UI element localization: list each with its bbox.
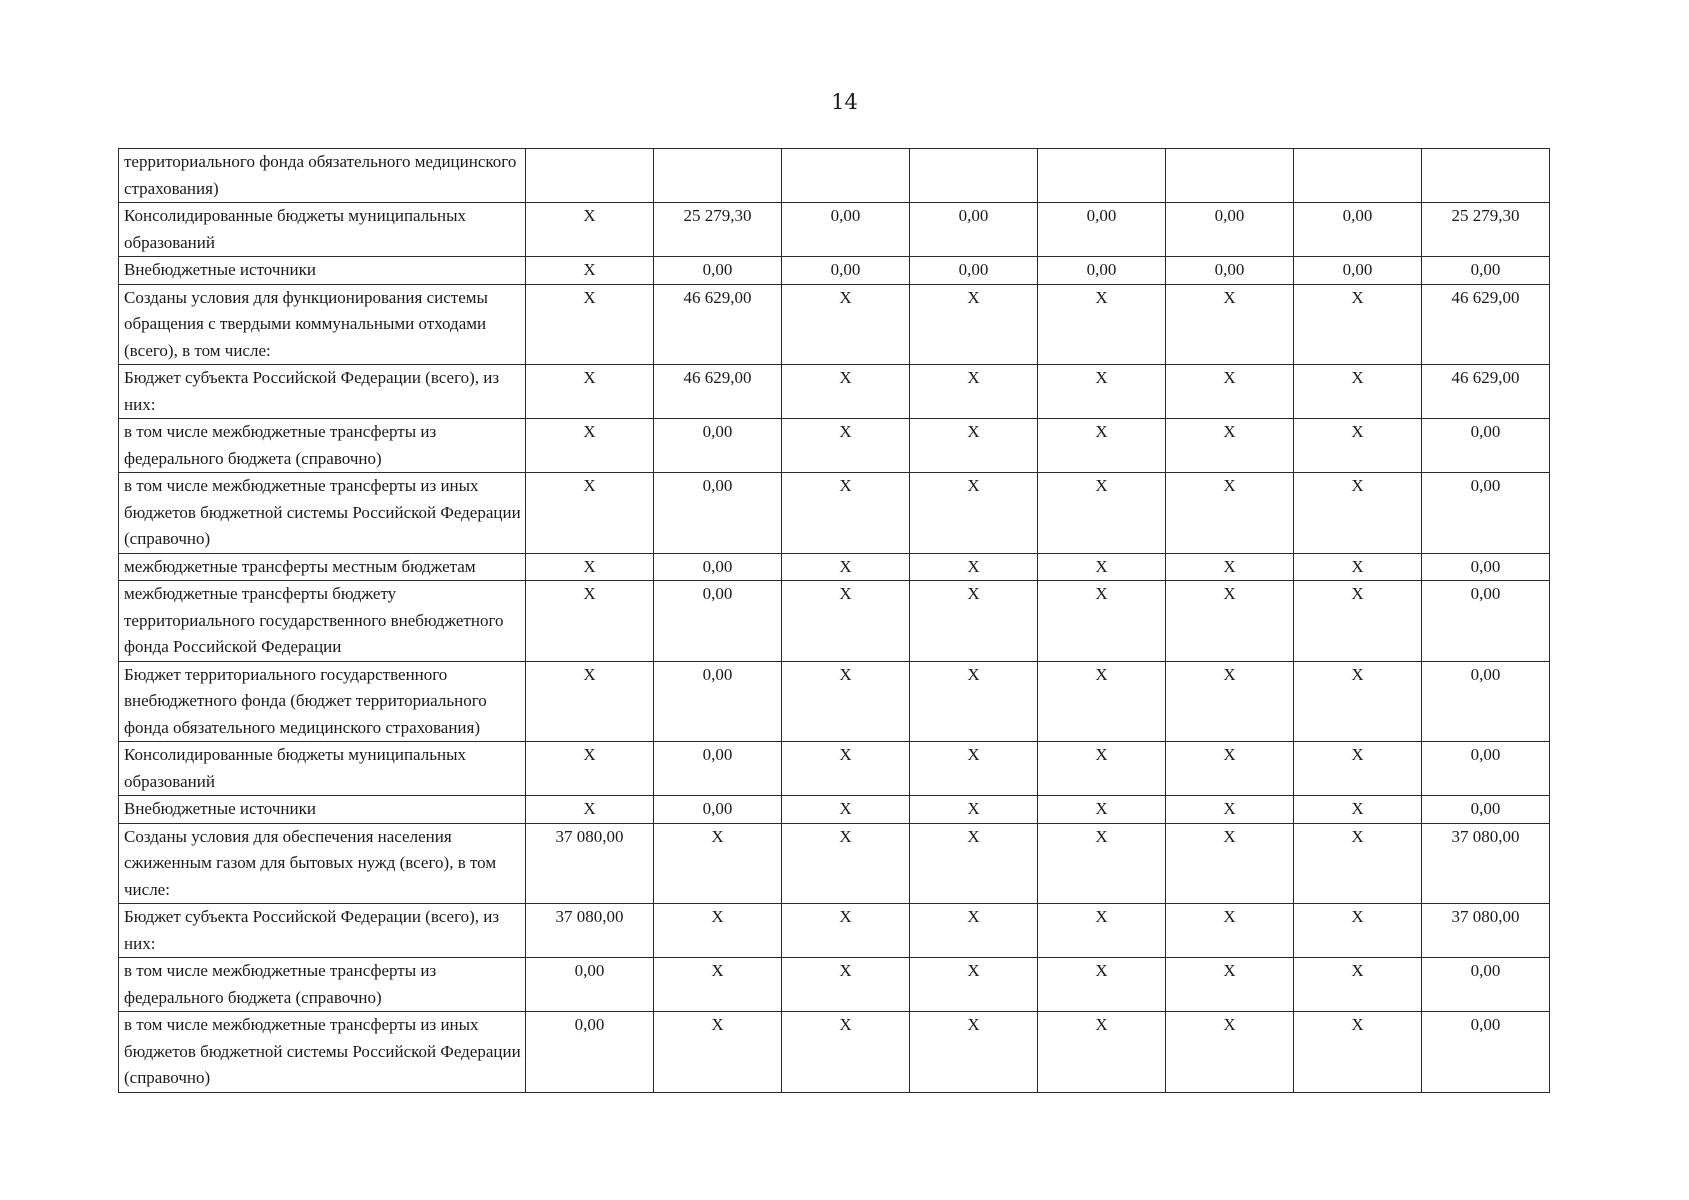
cell-value: X bbox=[1166, 419, 1294, 473]
cell-value: 0,00 bbox=[782, 203, 910, 257]
row-label: в том числе межбюджетные трансферты из федерального бюджета (справочно) bbox=[119, 419, 526, 473]
table-row bbox=[119, 581, 1550, 662]
table-row bbox=[119, 553, 1550, 581]
cell-value: X bbox=[526, 365, 654, 419]
cell-value: 0,00 bbox=[1422, 581, 1550, 662]
cell-value: X bbox=[1038, 284, 1166, 365]
cell-value: 0,00 bbox=[1422, 1012, 1550, 1093]
table-row bbox=[119, 473, 1550, 554]
cell-value: X bbox=[1038, 796, 1166, 824]
cell-value: X bbox=[910, 958, 1038, 1012]
cell-value: 0,00 bbox=[526, 1012, 654, 1093]
cell-value: 0,00 bbox=[654, 257, 782, 285]
cell-value: X bbox=[1294, 284, 1422, 365]
cell-value: 0,00 bbox=[1038, 257, 1166, 285]
cell-value: X bbox=[910, 661, 1038, 742]
cell-value: 0,00 bbox=[782, 257, 910, 285]
cell-value: 0,00 bbox=[1422, 661, 1550, 742]
cell-value: X bbox=[782, 796, 910, 824]
cell-value: X bbox=[526, 661, 654, 742]
cell-value: X bbox=[910, 419, 1038, 473]
cell-value: X bbox=[526, 796, 654, 824]
cell-value: X bbox=[1166, 904, 1294, 958]
table-row bbox=[119, 1012, 1550, 1093]
cell-value bbox=[1038, 149, 1166, 203]
cell-value: X bbox=[910, 1012, 1038, 1093]
cell-value: X bbox=[1038, 581, 1166, 662]
cell-value: X bbox=[782, 823, 910, 904]
cell-value: 0,00 bbox=[526, 958, 654, 1012]
cell-value: X bbox=[1038, 365, 1166, 419]
cell-value: X bbox=[526, 419, 654, 473]
cell-value: X bbox=[654, 1012, 782, 1093]
row-label: территориального фонда обязательного медицинского страхования) bbox=[119, 149, 526, 203]
row-label: в том числе межбюджетные трансферты из иных бюджетов бюджетной системы Российской Федерации (справочно) bbox=[119, 473, 526, 554]
cell-value: 0,00 bbox=[1422, 796, 1550, 824]
cell-value: 46 629,00 bbox=[654, 284, 782, 365]
cell-value: X bbox=[782, 365, 910, 419]
cell-value: X bbox=[654, 904, 782, 958]
cell-value: X bbox=[910, 284, 1038, 365]
table-row bbox=[119, 284, 1550, 365]
cell-value: X bbox=[782, 419, 910, 473]
cell-value: X bbox=[910, 365, 1038, 419]
row-label: межбюджетные трансферты местным бюджетам bbox=[119, 553, 526, 581]
cell-value: X bbox=[1038, 823, 1166, 904]
cell-value: X bbox=[654, 823, 782, 904]
cell-value: X bbox=[1166, 553, 1294, 581]
cell-value: X bbox=[1294, 553, 1422, 581]
cell-value: X bbox=[1294, 365, 1422, 419]
cell-value: X bbox=[1294, 796, 1422, 824]
cell-value: X bbox=[782, 581, 910, 662]
cell-value: X bbox=[1038, 742, 1166, 796]
cell-value: 46 629,00 bbox=[1422, 365, 1550, 419]
cell-value: X bbox=[1294, 473, 1422, 554]
cell-value: 0,00 bbox=[1038, 203, 1166, 257]
row-label: Бюджет субъекта Российской Федерации (всего), из них: bbox=[119, 904, 526, 958]
cell-value: X bbox=[526, 473, 654, 554]
table-row bbox=[119, 742, 1550, 796]
row-label: Созданы условия для обеспечения населения сжиженным газом для бытовых нужд (всего), в том числе: bbox=[119, 823, 526, 904]
cell-value: 0,00 bbox=[1422, 473, 1550, 554]
cell-value bbox=[910, 149, 1038, 203]
cell-value: X bbox=[910, 796, 1038, 824]
cell-value: 37 080,00 bbox=[526, 823, 654, 904]
cell-value: X bbox=[1038, 553, 1166, 581]
cell-value: X bbox=[910, 823, 1038, 904]
table-row bbox=[119, 904, 1550, 958]
cell-value: X bbox=[526, 742, 654, 796]
cell-value: X bbox=[1294, 661, 1422, 742]
row-label: Внебюджетные источники bbox=[119, 796, 526, 824]
cell-value: X bbox=[654, 958, 782, 1012]
cell-value: X bbox=[1294, 742, 1422, 796]
cell-value: X bbox=[526, 203, 654, 257]
table-body bbox=[119, 149, 1550, 1093]
table-row bbox=[119, 257, 1550, 285]
cell-value: X bbox=[1166, 284, 1294, 365]
cell-value: 0,00 bbox=[1294, 203, 1422, 257]
cell-value: X bbox=[910, 904, 1038, 958]
cell-value: X bbox=[910, 742, 1038, 796]
table-row bbox=[119, 149, 1550, 203]
cell-value: 0,00 bbox=[1422, 958, 1550, 1012]
cell-value: X bbox=[1038, 958, 1166, 1012]
cell-value: X bbox=[1166, 365, 1294, 419]
page-number: 14 bbox=[831, 90, 858, 114]
cell-value: X bbox=[1038, 904, 1166, 958]
cell-value: 0,00 bbox=[654, 661, 782, 742]
row-label: Созданы условия для функционирования системы обращения с твердыми коммунальными отходами (всего), в том числе: bbox=[119, 284, 526, 365]
cell-value: 0,00 bbox=[1166, 257, 1294, 285]
cell-value: X bbox=[1294, 904, 1422, 958]
cell-value: X bbox=[782, 553, 910, 581]
cell-value: 0,00 bbox=[654, 581, 782, 662]
cell-value: 25 279,30 bbox=[654, 203, 782, 257]
cell-value: X bbox=[782, 958, 910, 1012]
cell-value: 25 279,30 bbox=[1422, 203, 1550, 257]
cell-value: X bbox=[526, 553, 654, 581]
cell-value bbox=[1166, 149, 1294, 203]
cell-value: X bbox=[910, 553, 1038, 581]
cell-value: 37 080,00 bbox=[1422, 823, 1550, 904]
cell-value: X bbox=[1166, 581, 1294, 662]
cell-value: X bbox=[526, 257, 654, 285]
cell-value: X bbox=[910, 473, 1038, 554]
cell-value: X bbox=[1294, 581, 1422, 662]
cell-value: X bbox=[782, 473, 910, 554]
cell-value: X bbox=[1166, 742, 1294, 796]
cell-value: X bbox=[1166, 958, 1294, 1012]
cell-value: 0,00 bbox=[1166, 203, 1294, 257]
cell-value bbox=[1294, 149, 1422, 203]
cell-value: 46 629,00 bbox=[1422, 284, 1550, 365]
cell-value: X bbox=[1294, 419, 1422, 473]
cell-value: 0,00 bbox=[654, 419, 782, 473]
cell-value: X bbox=[1294, 958, 1422, 1012]
cell-value: 0,00 bbox=[1422, 257, 1550, 285]
cell-value: X bbox=[1166, 473, 1294, 554]
row-label: Бюджет территориального государственного внебюджетного фонда (бюджет территориального фонда обязательного медицинского страхования) bbox=[119, 661, 526, 742]
budget-table bbox=[118, 148, 1550, 1093]
cell-value: X bbox=[1038, 419, 1166, 473]
cell-value: 0,00 bbox=[654, 473, 782, 554]
table-row bbox=[119, 661, 1550, 742]
cell-value: 0,00 bbox=[654, 796, 782, 824]
cell-value: X bbox=[1166, 796, 1294, 824]
cell-value: X bbox=[1038, 1012, 1166, 1093]
cell-value bbox=[654, 149, 782, 203]
table-row bbox=[119, 203, 1550, 257]
cell-value: 37 080,00 bbox=[1422, 904, 1550, 958]
cell-value: 0,00 bbox=[654, 553, 782, 581]
cell-value: X bbox=[1294, 1012, 1422, 1093]
cell-value bbox=[1422, 149, 1550, 203]
cell-value: X bbox=[526, 581, 654, 662]
cell-value: X bbox=[782, 1012, 910, 1093]
row-label: Консолидированные бюджеты муниципальных образований bbox=[119, 203, 526, 257]
cell-value: 0,00 bbox=[654, 742, 782, 796]
table-row bbox=[119, 419, 1550, 473]
row-label: Внебюджетные источники bbox=[119, 257, 526, 285]
cell-value: X bbox=[782, 284, 910, 365]
row-label: Бюджет субъекта Российской Федерации (всего), из них: bbox=[119, 365, 526, 419]
cell-value: X bbox=[1166, 823, 1294, 904]
cell-value: X bbox=[1038, 473, 1166, 554]
cell-value: 46 629,00 bbox=[654, 365, 782, 419]
cell-value: X bbox=[782, 904, 910, 958]
cell-value: X bbox=[910, 581, 1038, 662]
cell-value: 0,00 bbox=[1422, 553, 1550, 581]
cell-value: X bbox=[526, 284, 654, 365]
row-label: в том числе межбюджетные трансферты из иных бюджетов бюджетной системы Российской Федерации (справочно) bbox=[119, 1012, 526, 1093]
cell-value: X bbox=[1166, 661, 1294, 742]
table-row bbox=[119, 796, 1550, 824]
table-row bbox=[119, 823, 1550, 904]
row-label: в том числе межбюджетные трансферты из федерального бюджета (справочно) bbox=[119, 958, 526, 1012]
cell-value: 0,00 bbox=[1294, 257, 1422, 285]
cell-value: 0,00 bbox=[1422, 419, 1550, 473]
table-row bbox=[119, 958, 1550, 1012]
table-row bbox=[119, 365, 1550, 419]
row-label: Консолидированные бюджеты муниципальных образований bbox=[119, 742, 526, 796]
cell-value bbox=[526, 149, 654, 203]
cell-value: 0,00 bbox=[910, 257, 1038, 285]
cell-value: X bbox=[1038, 661, 1166, 742]
cell-value: X bbox=[782, 661, 910, 742]
cell-value: 37 080,00 bbox=[526, 904, 654, 958]
cell-value: 0,00 bbox=[1422, 742, 1550, 796]
cell-value: X bbox=[1166, 1012, 1294, 1093]
row-label: межбюджетные трансферты бюджету территориального государственного внебюджетного фонда Российской Федерации bbox=[119, 581, 526, 662]
cell-value: X bbox=[782, 742, 910, 796]
cell-value: X bbox=[1294, 823, 1422, 904]
cell-value bbox=[782, 149, 910, 203]
cell-value: 0,00 bbox=[910, 203, 1038, 257]
